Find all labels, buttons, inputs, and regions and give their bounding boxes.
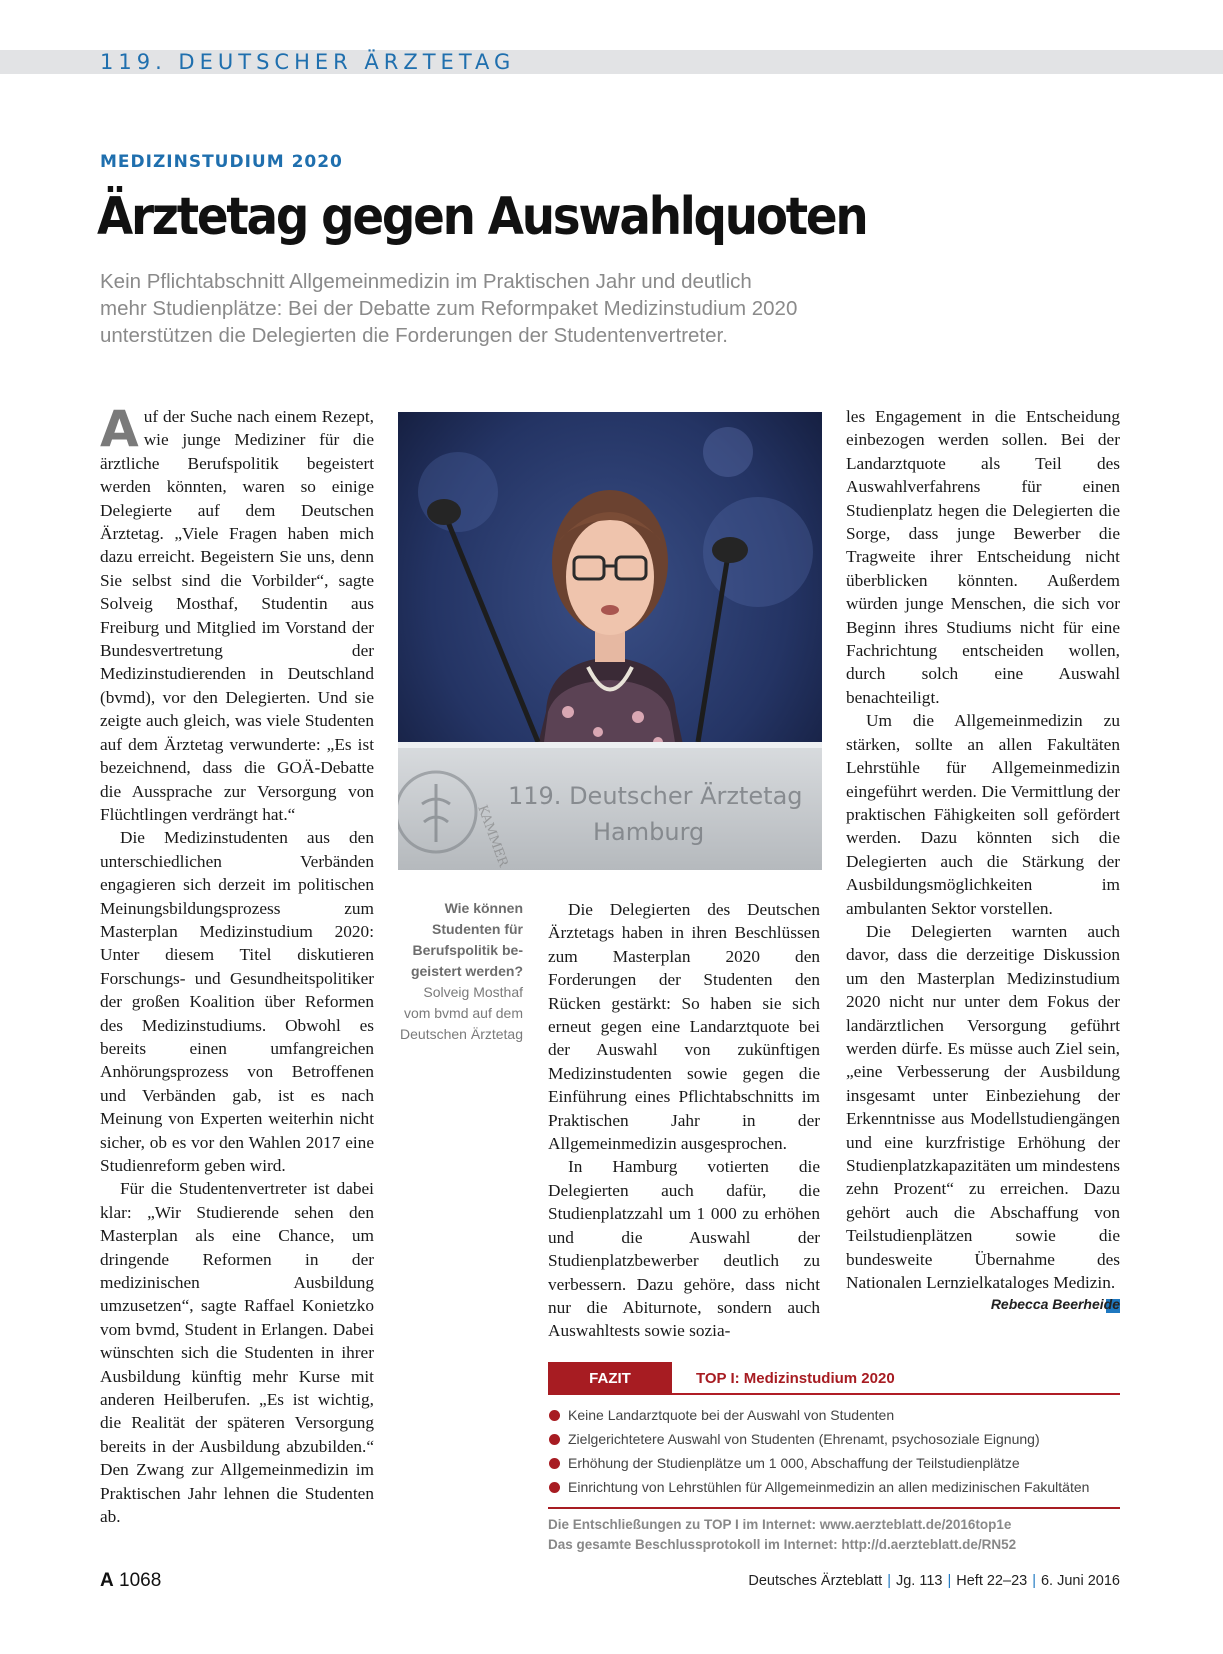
podium-emblem-text: KAMMER <box>474 803 511 869</box>
fazit-item <box>548 1427 1120 1451</box>
bullet-icon <box>549 1410 560 1421</box>
fazit-list <box>548 1395 1120 1509</box>
lead-line: Kein Pflichtabschnitt Allgemeinmedizin im Praktischen Jahr und deutlich <box>100 270 752 293</box>
fazit-label: FAZIT <box>548 1362 672 1395</box>
article-author: Rebecca Beerheide <box>990 1296 1120 1312</box>
fazit-header <box>548 1362 1120 1395</box>
page-number-value: 1068 <box>119 1570 162 1591</box>
fazit-item-text: Zielgerichtetere Auswahl von Studenten (Ehrenamt, psychosoziale Eignung) <box>568 1431 1040 1447</box>
photo-caption <box>398 898 523 1045</box>
footer-separator: | <box>887 1573 891 1589</box>
page-prefix: A <box>100 1570 114 1591</box>
journal-issue: Heft 22–23 <box>956 1573 1028 1589</box>
lead-line: mehr Studienplätze: Bei der Debatte zum Reformpaket Medizinstudium 2020 <box>100 297 798 320</box>
caption-text-line: Solveig Mosthaf <box>423 984 523 1000</box>
article-lead <box>100 268 920 349</box>
fazit-item <box>548 1403 1120 1427</box>
article-kicker: MEDIZINSTUDIUM 2020 <box>100 152 343 172</box>
fazit-item <box>548 1451 1120 1475</box>
article-paragraph: Für die Studentenvertreter ist dabei klar: „Wir Studierende sehen den Masterplan als eine Chance, um dringende Reformen in der medizinischen Ausbildung umzusetzen“, sagte Raffael Konietzko vom bvmd, Student in Erlangen. Dabei wünschten sich die Studenten in ihrer Ausbildung künftig mehr Kurse mit anderen Heilberufen. „Es ist wichtig, die Realität der späteren Versorgung bereits in der Ausbildung abzubilden.“ Den Zwang zur Allgemeinmedizin im Praktischen Jahr lehnen die Studenten ab. <box>100 1179 374 1527</box>
bullet-icon <box>549 1458 560 1469</box>
bullet-icon <box>549 1482 560 1493</box>
paragraph-text: uf der Suche nach einem Rezept, wie junge Mediziner für die ärztliche Berufspolitik begeistert werden könnten, waren so einige Delegierte auf dem Deutschen Ärztetag. „Viele Fragen haben mich dazu erreicht. Begeistern Sie uns, denn Sie selbst sind die Vorbilder“, sagte Solveig Mosthaf, Studentin aus Freiburg und Mitglied im Vorstand der Bundesvertretung der Medizinstudierenden in Deutschland (bvmd), vor den Delegierten. Und sie zeigte auch gleich, was viele Studenten auf dem Ärztetag verwunderte: „Es ist bezeichnend, dass die GOÄ-Debatte die Aussprache zur Versorgung von Flüchtlingen verdrängt hat.“ <box>100 407 374 824</box>
fazit-item-text: Einrichtung von Lehrstühlen für Allgemeinmedizin an allen medizinischen Fakultäten <box>568 1479 1090 1495</box>
article-paragraph: Um die Allgemeinmedizin zu stärken, sollte an allen Fakultäten Lehrstühle für Allgemeinmedizin eingeführt werden. Die Vermittlung der praktischen Fähigkeiten soll gefördert werden. Dazu könnten sich die Delegierten auch die Stärkung der Ausbildungsmöglichkeiten im ambulanten Sektor vorstellen. <box>846 711 1120 918</box>
fazit-title: TOP I: Medizinstudium 2020 <box>696 1370 895 1387</box>
speaker-photo-illustration <box>398 412 822 870</box>
article-paragraph: Die Delegierten des Deutschen Ärztetags haben in ihren Beschlüssen zum Masterplan 2020 den Forderungen der Studenten den Rücken gestärkt: So haben sie sich erneut gegen eine Landarztquote bei der Auswahl von zukünftigen Medizinstudenten sowie gegen die Einführung eines Pflichtabschnitts im Praktischen Jahr in der Allgemeinmedizin ausgesprochen. <box>548 900 820 1154</box>
caption-question-line: Wie können <box>444 900 523 916</box>
section-header-title: 119. DEUTSCHER ÄRZTETAG <box>100 50 516 74</box>
drop-cap: A <box>100 400 139 458</box>
article-paragraph: Die Medizinstudenten aus den unterschiedlichen Verbänden engagieren sich derzeit im politischen Meinungsbildungsprozess zum Masterplan Medizinstudium 2020: Unter diesem Titel diskutieren Forschungs- und Gesundheitspolitiker der großen Koalition über Reformen des Medizinstudiums. Obwohl es bereits einen umfangreichen Anhörungsprozess von Betroffenen und Verbänden gab, ist es nach Meinung von Experten weiterhin nicht sicher, ob es vor den Wahlen 2017 eine Studienreform geben wird. <box>100 828 374 1175</box>
article-column-2 <box>548 898 820 1343</box>
journal-volume: Jg. 113 <box>895 1573 943 1589</box>
caption-question-line: geistert werden? <box>410 963 523 979</box>
journal-date: 6. Juni 2016 <box>1040 1573 1120 1589</box>
bullet-icon <box>549 1434 560 1445</box>
article-paragraph <box>846 920 1120 1295</box>
caption-question-line: Berufspolitik be- <box>412 942 523 958</box>
fazit-item-text: Erhöhung der Studienplätze um 1 000, Abschaffung der Teilstudienplätze <box>568 1455 1020 1471</box>
article-headline: Ärztetag gegen Auswahlquoten <box>97 187 867 247</box>
podium-text-line1: 119. Deutscher Ärztetag <box>508 782 803 810</box>
page-number <box>100 1570 161 1592</box>
article-column-1 <box>100 400 374 1529</box>
article-column-3 <box>846 405 1120 1313</box>
fazit-links <box>548 1509 1120 1555</box>
article-paragraph: les Engagement in die Entscheidung einbezogen werden sollen. Bei der Landarztquote als Teil des Auswahlverfahrens für einen Studienplatz hegen die Delegierten die Sorge, dass junge Bewerber die Tragweite ihrer Entscheidung nicht überblicken könnten. Außerdem würden junge Menschen, die sich vor Beginn ihres Studiums nicht für eine Fachrichtung entscheiden wollen, durch solch eine Auswahl benachteiligt. <box>846 407 1120 707</box>
fazit-link-line[interactable]: Das gesamte Beschlussprotokoll im Internet: http://d.aerzteblatt.de/RN52 <box>548 1537 1017 1552</box>
paragraph-text: Die Delegierten warnten auch davor, dass die derzeitige Diskussion um den Masterplan Medizinstudium 2020 nicht nur unter dem Fokus der landärztlichen Versorgung geführt werden dürfe. Es müsse auch Ziel sein, „eine Verbesserung der Ausbildung insgesamt unter Einbeziehung der Erkenntnisse aus Modellstudiengängen und eine kurzfristige Erhöhung der Studienplatzkapazitäten um mindestens zehn Prozent“ zu erreichen. Dazu gehört auch die Abschaffung von Teilstudienplätzen sowie die bundesweite Übernahme des Nationalen Lernzielkataloges Medizin. <box>846 921 1120 1293</box>
article-paragraph <box>100 400 374 826</box>
fazit-link-line[interactable]: Die Entschließungen zu TOP I im Internet: www.aerzteblatt.de/2016top1e <box>548 1517 1012 1532</box>
caption-text-line: Deutschen Ärztetag <box>400 1026 523 1042</box>
caption-text-line: vom bvmd auf dem <box>403 1005 523 1021</box>
caption-question-line: Studenten für <box>432 921 523 937</box>
podium-text-line2: Hamburg <box>593 818 705 846</box>
fazit-item-text: Keine Landarztquote bei der Auswahl von Studenten <box>568 1407 895 1423</box>
article-photo <box>398 412 822 870</box>
footer-separator: | <box>1032 1573 1036 1589</box>
lead-line: unterstützen die Delegierten die Forderungen der Studentenvertreter. <box>100 324 728 347</box>
journal-name: Deutsches Ärzteblatt <box>748 1573 883 1589</box>
footer-separator: | <box>947 1573 952 1589</box>
journal-footer <box>748 1573 1120 1589</box>
fazit-item <box>548 1475 1120 1499</box>
fazit-box <box>548 1362 1120 1555</box>
article-paragraph: In Hamburg votierten die Delegierten auch dafür, die Studienplatzzahl um 1 000 zu erhöhen und die Auswahl der Studienplatzbewerber deutlich zu verbessern. Dazu gehöre, dass nicht nur die Abiturnote, sondern auch Auswahltests sowie sozia- <box>548 1157 820 1341</box>
